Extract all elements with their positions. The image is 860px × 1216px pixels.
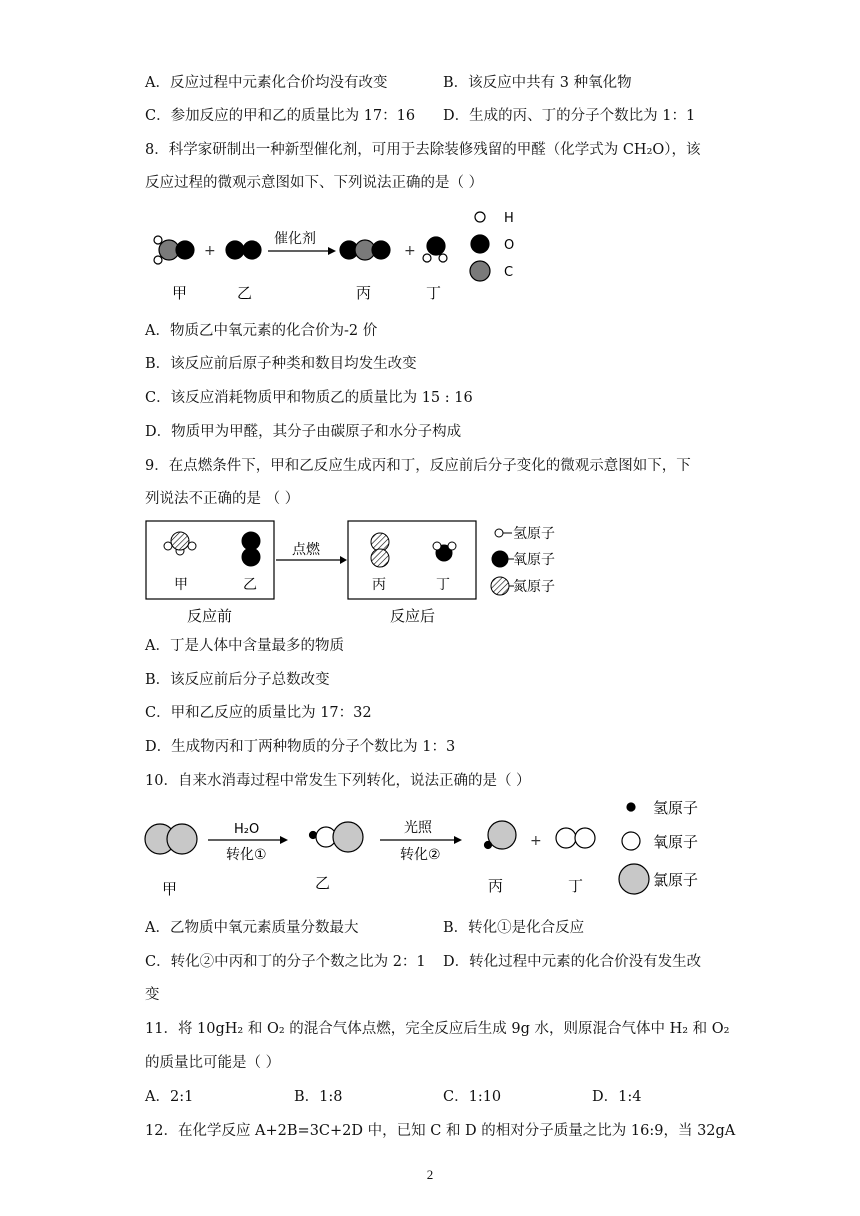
q8-o-atom — [427, 237, 445, 255]
q8-h-atom — [439, 254, 447, 262]
q8-h-atom — [423, 254, 431, 262]
q9-label-yi: 乙 — [243, 577, 257, 593]
q8-arrow-head — [328, 247, 336, 255]
q10-legend-o-atom — [622, 832, 640, 850]
q10-o-atom — [575, 828, 595, 848]
q10-arrow-2-top: 光照 — [404, 820, 432, 836]
q9-option-b: B．该反应前后分子总数改变 — [145, 672, 330, 688]
q9-h-atom — [433, 542, 441, 550]
q8-o-atom — [372, 241, 390, 259]
q11-option-c: C．1:10 — [443, 1089, 502, 1105]
q8-label-ding: 丁 — [426, 284, 442, 302]
q9-caption-before: 反应前 — [187, 607, 233, 625]
q7-option-a: A．反应过程中元素化合价均没有改变 — [145, 75, 388, 91]
q8-o-atom — [226, 241, 244, 259]
q10-cl-atom — [488, 821, 516, 849]
q10-legend-h-label: 氢原子 — [653, 799, 699, 817]
q10-option-a: A．乙物质中氧元素质量分数最大 — [145, 920, 359, 936]
q8-stem-line1: 8．科学家研制出一种新型催化剂，可用于去除装修残留的甲醛（化学式为 CH₂O），该 — [145, 142, 701, 158]
q8-label-jia: 甲 — [172, 284, 188, 302]
q9-legend-n-atom — [491, 577, 509, 595]
q11-stem-line2: 的质量比可能是（ ） — [145, 1055, 281, 1071]
q9-legend-o-label: 氧原子 — [513, 552, 555, 568]
q9-legend-o-atom — [492, 551, 508, 567]
q9-h-atom — [448, 542, 456, 550]
q7-option-c: C．参加反应的甲和乙的质量比为 17：16 — [145, 108, 416, 124]
q11-option-a: A．2:1 — [145, 1089, 194, 1105]
q8-o-atom — [243, 241, 261, 259]
q10-arrow-1-head — [280, 836, 288, 844]
q9-stem-line1: 9．在点燃条件下，甲和乙反应生成丙和丁，反应前后分子变化的微观示意图如下，下 — [145, 458, 691, 474]
page-number: 2 — [426, 1167, 434, 1182]
q10-legend-cl-atom — [619, 864, 649, 894]
q10-option-d-wrap: 变 — [145, 987, 160, 1003]
q10-cl-atom — [333, 822, 363, 852]
q10-reaction-diagram — [140, 795, 740, 905]
q10-option-c: C．转化②中丙和丁的分子个数之比为 2：1 — [145, 954, 426, 970]
q10-h-atom — [485, 842, 492, 849]
q8-legend-c-label: C — [504, 265, 514, 280]
q9-condition-label: 点燃 — [292, 542, 320, 558]
q10-arrow-2-head — [454, 836, 462, 844]
q10-option-d: D．转化过程中元素的化合价没有发生改 — [443, 954, 702, 970]
q8-legend-o-label: O — [504, 238, 515, 253]
q9-stem-line2: 列说法不正确的是 （ ） — [145, 491, 300, 507]
q9-legend-h-atom — [495, 529, 503, 537]
q9-label-bing: 丙 — [372, 577, 386, 593]
q9-after-box — [348, 521, 476, 599]
q10-arrow-2-bottom: 转化② — [400, 847, 441, 863]
q10-label-ding: 丁 — [568, 877, 584, 895]
q9-option-c: C．甲和乙反应的质量比为 17：32 — [145, 705, 372, 721]
q9-n-atom — [371, 549, 389, 567]
q9-caption-after: 反应后 — [390, 607, 436, 625]
q11-option-b: B．1:8 — [294, 1089, 343, 1105]
q10-legend-h-atom — [627, 803, 635, 811]
q8-h-atom — [154, 236, 162, 244]
q12-stem-line1: 12．在化学反应 A+2B=3C+2D 中，已知 C 和 D 的相对分子质量之比为 16:9，当 32gA — [145, 1123, 736, 1139]
q11-stem-line1: 11．将 10gH₂ 和 O₂ 的混合气体点燃，完全反应后生成 9g 水，则原混合气体中 H₂ 和 O₂ — [145, 1021, 730, 1037]
q10-arrow-1-bottom: 转化① — [226, 847, 267, 863]
q9-reaction-diagram — [140, 515, 600, 630]
q8-legend-h-label: H — [504, 211, 514, 226]
q10-legend-cl-label: 氯原子 — [653, 871, 699, 889]
q8-legend-h-atom — [475, 212, 485, 222]
q8-legend-c-atom — [470, 261, 490, 281]
q10-cl-atom — [167, 824, 197, 854]
q9-o-atom — [242, 532, 260, 550]
q8-label-yi: 乙 — [237, 284, 253, 302]
q9-o-atom — [242, 548, 260, 566]
q10-arrow-1-top: H₂O — [234, 822, 260, 837]
q10-label-yi: 乙 — [315, 874, 331, 892]
q9-n-atom — [171, 532, 189, 550]
q8-o-atom — [176, 241, 194, 259]
q8-option-b: B．该反应前后原子种类和数目均发生改变 — [145, 356, 417, 372]
q11-option-d: D．1:4 — [592, 1089, 642, 1105]
q7-option-b: B．该反应中共有 3 种氧化物 — [443, 75, 632, 91]
q9-label-jia: 甲 — [174, 577, 188, 593]
q9-option-d: D．生成物丙和丁两种物质的分子个数比为 1：3 — [145, 739, 456, 755]
q10-option-b: B．转化①是化合反应 — [443, 920, 585, 936]
q8-option-c: C．该反应消耗物质甲和物质乙的质量比为 15 : 16 — [145, 390, 473, 406]
q7-option-d: D．生成的丙、丁的分子个数比为 1：1 — [443, 108, 696, 124]
q8-catalyst-label: 催化剂 — [274, 231, 316, 247]
q8-reaction-diagram — [140, 200, 560, 310]
q10-legend-o-label: 氧原子 — [653, 833, 699, 851]
q9-label-ding: 丁 — [436, 577, 450, 593]
q9-arrow-head — [340, 556, 347, 564]
q8-plus-sign: + — [204, 243, 216, 259]
q9-legend-h-label: 氢原子 — [513, 526, 555, 542]
q10-stem: 10．自来水消毒过程中常发生下列转化，说法正确的是（ ） — [145, 773, 531, 789]
q8-label-bing: 丙 — [356, 284, 372, 302]
q8-option-d: D．物质甲为甲醛，其分子由碳原子和水分子构成 — [145, 424, 462, 440]
q9-n-atom — [371, 533, 389, 551]
q8-legend-o-atom — [471, 235, 489, 253]
q9-legend-n-label: 氮原子 — [513, 579, 555, 595]
q10-label-jia: 甲 — [162, 880, 178, 898]
q8-option-a: A．物质乙中氧元素的化合价为-2 价 — [145, 323, 378, 339]
q10-o-atom — [556, 828, 576, 848]
q8-stem-line2: 反应过程的微观示意图如下、下列说法正确的是（ ） — [145, 175, 484, 191]
q8-h-atom — [154, 256, 162, 264]
q9-option-a: A．丁是人体中含量最多的物质 — [145, 638, 344, 654]
q10-label-bing: 丙 — [488, 877, 504, 895]
q8-plus-sign: + — [404, 243, 416, 259]
q10-plus-sign: + — [530, 833, 542, 849]
